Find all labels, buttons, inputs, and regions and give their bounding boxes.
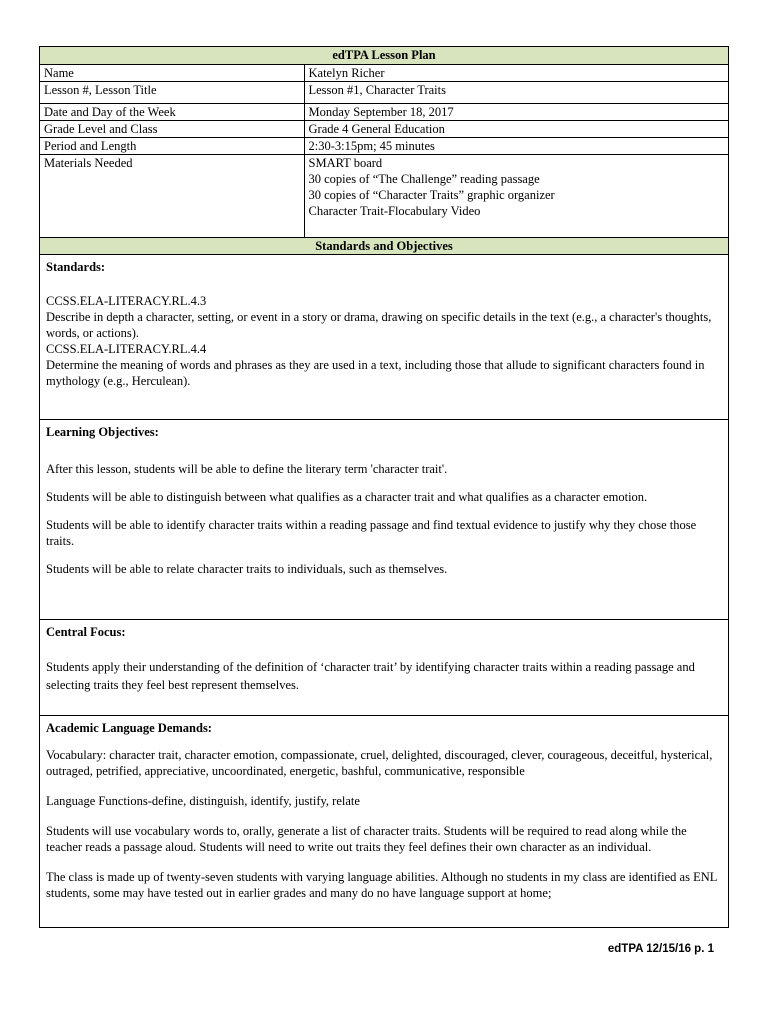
name-value: Katelyn Richer [304, 64, 728, 81]
material-item: 30 copies of “The Challenge” reading passage [308, 171, 540, 186]
objectives-title: Learning Objectives: [46, 424, 159, 439]
material-item: Character Trait-Flocabulary Video [308, 203, 481, 218]
material-item: 30 copies of “Character Traits” graphic organizer [308, 187, 555, 202]
lesson-value: Lesson #1, Character Traits [304, 81, 728, 103]
date-label: Date and Day of the Week [40, 103, 304, 120]
standards-title: Standards: [46, 259, 106, 274]
language-functions-text: Language Functions-define, distinguish, identify, justify, relate [46, 793, 360, 808]
objective-item: After this lesson, students will be able to define the literary term 'character trait'. [46, 461, 448, 476]
period-label: Period and Length [40, 137, 304, 154]
standard-code-2: CCSS.ELA-LITERACY.RL.4.4 [46, 341, 207, 356]
material-item: SMART board [308, 155, 383, 170]
materials-label: Materials Needed [40, 154, 304, 237]
vocabulary-text: Vocabulary: character trait, character emotion, compassionate, cruel, delighted, discouraged, clever, courageous, deceitful, hysterical, outraged, petrified, appreciative, uncoordinated, energetic, bashful, communicative, responsible [46, 747, 713, 778]
objective-item: Students will be able to identify character traits within a reading passage and find textual evidence to justify why they chose those traits. [46, 517, 697, 548]
standard-code-1: CCSS.ELA-LITERACY.RL.4.3 [46, 293, 207, 308]
class-description-text: The class is made up of twenty-seven students with varying language abilities. Although no students in my class are identified as ENL students, some may have tested out in earlier grades and many do no have language support at home; [46, 869, 717, 900]
central-focus-section [40, 620, 728, 716]
grade-value: Grade 4 General Education [304, 120, 728, 137]
objective-item: Students will be able to distinguish between what qualifies as a character trait and what qualifies as a character emotion. [46, 489, 648, 504]
central-focus-text: Students apply their understanding of the definition of ‘character trait’ by identifying character traits within a reading passage and selecting traits they feel best represent themselves. [46, 659, 695, 692]
lesson-info-table [40, 47, 728, 255]
name-label: Name [40, 64, 304, 81]
lesson-label: Lesson #, Lesson Title [40, 81, 304, 103]
central-focus-title: Central Focus: [46, 624, 126, 639]
learning-objectives-section [40, 420, 728, 620]
standards-section [40, 255, 728, 420]
lesson-plan-document [39, 46, 729, 928]
period-value: 2:30-3:15pm; 45 minutes [304, 137, 728, 154]
academic-language-section [40, 716, 728, 901]
academic-language-title: Academic Language Demands: [46, 720, 212, 735]
materials-list [304, 154, 728, 237]
students-language-text: Students will use vocabulary words to, orally, generate a list of character traits. Students will be required to read along while the teacher reads a passage aloud. Students will need to write out traits they feel defines their own character as an individual. [46, 823, 687, 854]
lesson-plan-title: edTPA Lesson Plan [40, 47, 728, 64]
date-value: Monday September 18, 2017 [304, 103, 728, 120]
page-footer: edTPA 12/15/16 p. 1 [607, 943, 714, 955]
standard-desc-1: Describe in depth a character, setting, or event in a story or drama, drawing on specific details in the text (e.g., a character's thoughts, words, or actions). [46, 309, 712, 340]
standards-objectives-header: Standards and Objectives [40, 237, 728, 254]
grade-label: Grade Level and Class [40, 120, 304, 137]
standard-desc-2: Determine the meaning of words and phrases as they are used in a text, including those that allude to significant characters found in mythology (e.g., Herculean). [46, 357, 705, 388]
objective-item: Students will be able to relate character traits to individuals, such as themselves. [46, 561, 448, 576]
